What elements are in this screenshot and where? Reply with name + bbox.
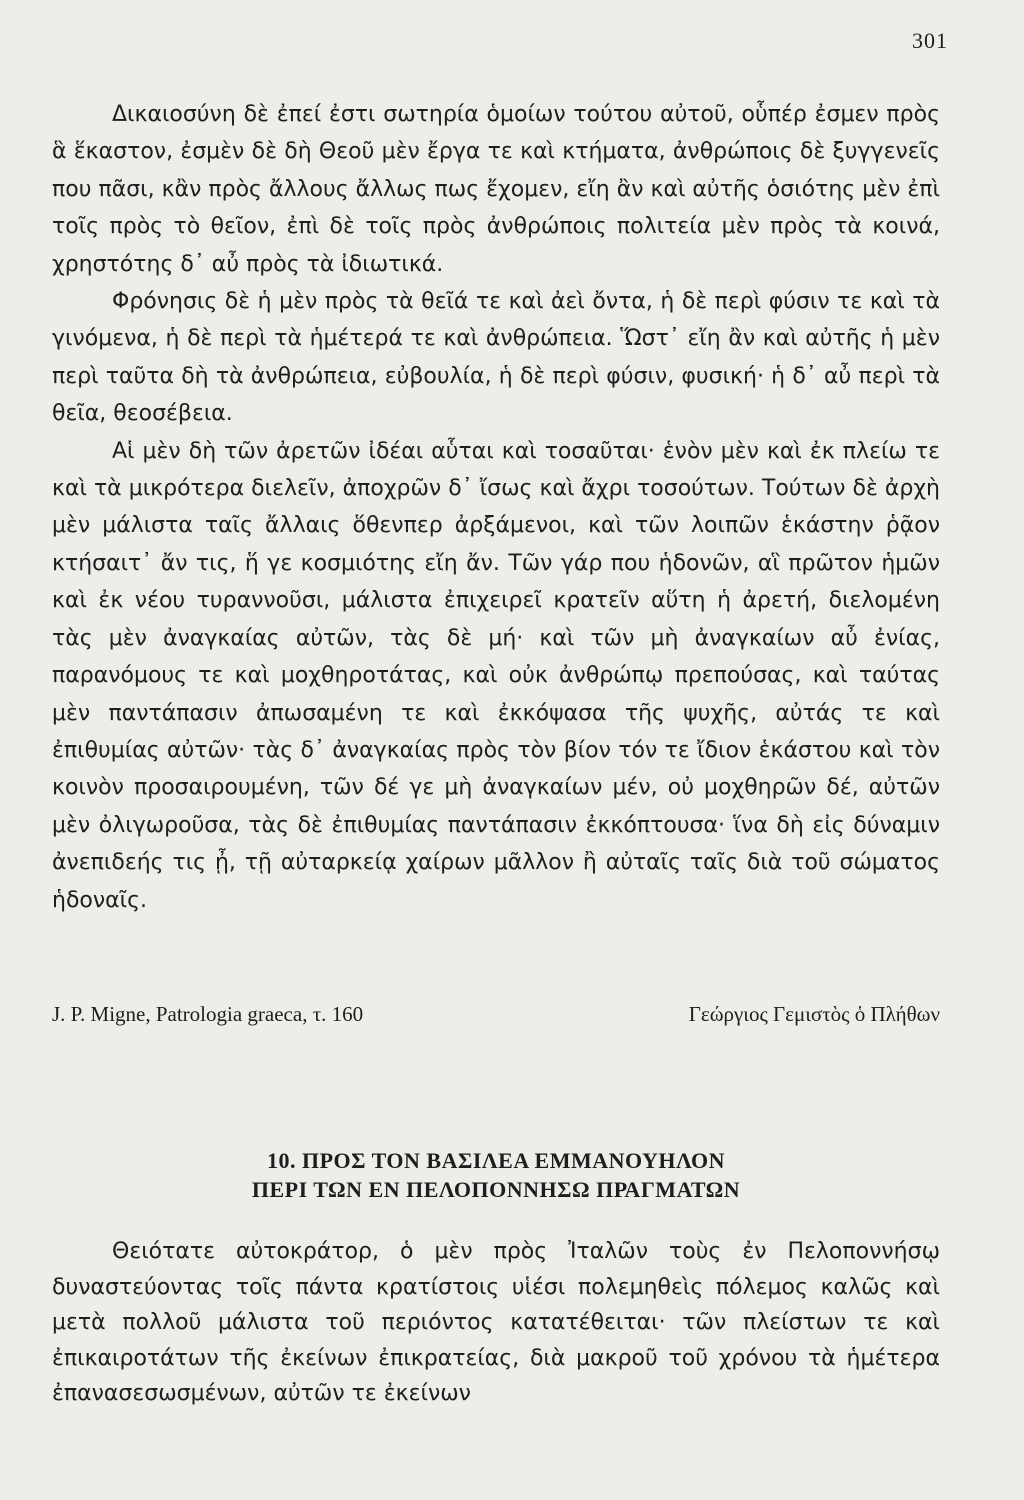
- citation-author: Γεώργιος Γεμιστὸς ὁ Πλήθων: [688, 1002, 940, 1026]
- letter-text-block: [52, 1234, 940, 1412]
- section-heading: [52, 1146, 940, 1204]
- citation-source: J. P. Migne, Patrologia graeca, τ. 160: [52, 1002, 364, 1026]
- section-heading-line-1: 10. ΠΡΟΣ ΤΟΝ ΒΑΣΙΛΕΑ ΕΜΜΑΝΟΥΗΛΟΝ: [266, 1148, 726, 1173]
- paragraph-virtues: Αἱ μὲν δὴ τῶν ἀρετῶν ἰδέαι αὗται καὶ τοσαῦται· ἑνὸν μὲν καὶ ἐκ πλείω τε καὶ τὰ μικρότερα διελεῖν, ἀποχρῶν δ᾽ ἴσως καὶ ἄχρι τοσούτων. Τούτων δὲ ἀρχὴ μὲν μάλιστα ταῖς ἄλλαις ὅθενπερ ἀρξάμενοι, καὶ τῶν λοιπῶν ἑκάστην ῥᾷον κτήσαιτ᾽ ἄν τις, ἥ γε κοσμιότης εἴη ἄν. Τῶν γάρ που ἡδονῶν, αἳ πρῶτον ἡμῶν καὶ ἐκ νέου τυραννοῦσι, μάλιστα ἐπιχειρεῖ κρατεῖν αὕτη ἡ ἀρετή, διελομένη τὰς μὲν ἀναγκαίας αὐτῶν, τὰς δὲ μή· καὶ τῶν μὴ ἀναγκαίων αὖ ἐνίας, παρανόμους τε καὶ μοχθηροτάτας, καὶ οὐκ ἀνθρώπῳ πρεπούσας, καὶ ταύτας μὲν παντάπασιν ἀπωσαμένη τε καὶ ἐκκόψασα τῆς ψυχῆς, αὐτάς τε καὶ ἐπιθυμίας αὐτῶν· τὰς δ᾽ ἀναγκαίας πρὸς τὸν βίον τόν τε ἴδιον ἑκάστου καὶ τὸν κοινὸν προσαιρουμένη, τῶν δέ γε μὴ ἀναγκαίων μέν, οὐ μοχθηρῶν δέ, αὐτῶν μὲν ὀλιγωροῦσα, τὰς δὲ ἐπιθυμίας παντάπασιν ἐκκόπτουσα· ἵνα δὴ εἰς δύναμιν ἀνεπιδεής τις ᾖ, τῇ αὐταρκείᾳ χαίρων μᾶλλον ἢ αὐταῖς ταῖς διὰ τοῦ σώματος ἡδοναῖς.: [52, 438, 940, 913]
- page-number: 301: [912, 28, 948, 53]
- paragraph-prudence: Φρόνησις δὲ ἡ μὲν πρὸς τὰ θεῖά τε καὶ ἀεὶ ὄντα, ἡ δὲ περὶ φύσιν τε καὶ τὰ γινόμενα, ἡ δὲ περὶ τὰ ἡμέτερά τε καὶ ἀνθρώπεια. Ὥστ᾽ εἴη ἂν καὶ αὐτῆς ἡ μὲν περὶ ταῦτα δὴ τὰ ἀνθρώπεια, εὐβουλία, ἡ δὲ περὶ φύσιν, φυσική· ἡ δ᾽ αὖ περὶ τὰ θεῖα, θεοσέβεια.: [52, 289, 940, 427]
- citation-line: [52, 1002, 940, 1027]
- paragraph-justice: Δικαιοσύνη δὲ ἐπεί ἐστι σωτηρία ὁμοίων τούτου αὐτοῦ, οὗπέρ ἐσμεν πρὸς ἃ ἕκαστον, ἐσμὲν δὲ δὴ Θεοῦ μὲν ἔργα τε καὶ κτήματα, ἀνθρώποις δὲ ξυγγενεῖς που πᾶσι, κἂν πρὸς ἄλλους ἄλλως πως ἔχομεν, εἴη ἂν καὶ αὐτῆς ὁσιότης μὲν ἐπὶ τοῖς πρὸς τὸ θεῖον, ἐπὶ δὲ τοῖς πρὸς ἀνθρώποις πολιτεία μὲν πρὸς τὰ κοινά, χρηστότης δ᾽ αὖ πρὸς τὰ ἰδιωτικά.: [52, 102, 940, 277]
- section-heading-line-2: ΠΕΡΙ ΤΩΝ ΕΝ ΠΕΛΟΠΟΝΝΗΣΩ ΠΡΑΓΜΑΤΩΝ: [251, 1177, 741, 1202]
- paragraph-letter-opening: Θειότατε αὐτοκράτορ, ὁ μὲν πρὸς Ἰταλῶν τοὺς ἐν Πελοποννήσῳ δυναστεύοντας τοῖς πάντα κρατίστοις υἱέσι πολεμηθεὶς πόλεμος καλῶς καὶ μετὰ πολλοῦ μάλιστα τοῦ περιόντος κατατέθειται· τῶν πλείστων τε καὶ ἐπικαιροτάτων τῆς ἐκείνων ἐπικρατείας, διὰ μακροῦ τοῦ χρόνου τὰ ἡμέτερα ἐπανασεσωσμένων, αὐτῶν τε ἐκείνων: [52, 1239, 940, 1406]
- main-text-block: [52, 96, 940, 919]
